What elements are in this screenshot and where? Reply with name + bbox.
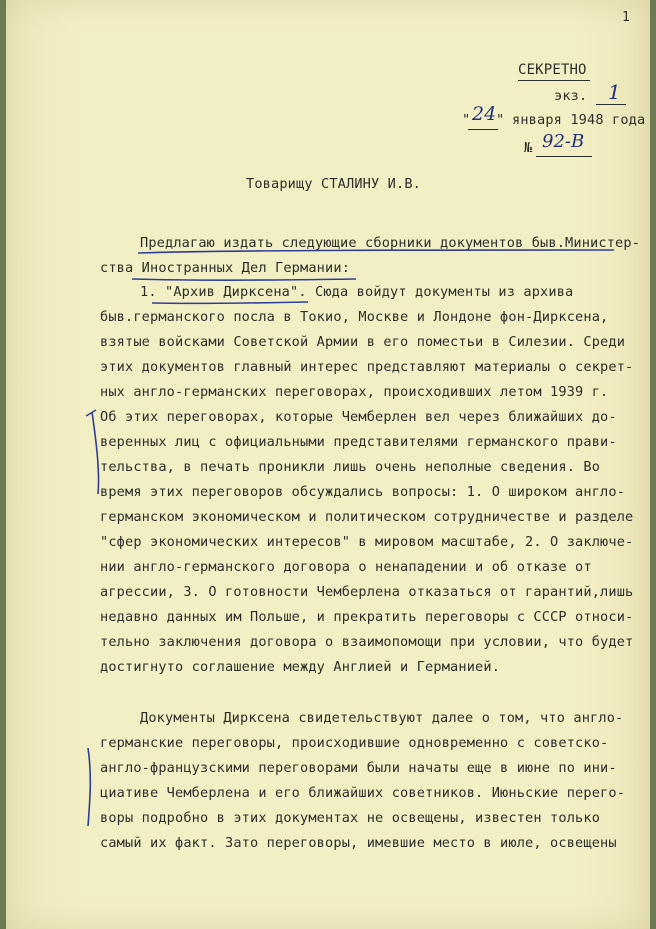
body-line-22: циативе Чемберлена и его ближайших советников. Июньские перего-: [100, 785, 626, 801]
pen-margin-line-1: [92, 412, 99, 494]
body-line-2: ства Иностранных Дел Германии:: [100, 260, 351, 276]
pen-underline-ministry: [138, 250, 614, 253]
page-number: 1: [622, 10, 630, 25]
body-line-23: воры подробно в этих документах не освещены, известен только: [100, 810, 601, 826]
body-line-14: нии англо-германского договора о ненападении и об отказе от: [100, 559, 592, 575]
document-page: [6, 0, 650, 929]
body-line-5: взятые войсками Советской Армии в его поместьи в Силезии. Среди: [100, 334, 626, 350]
body-line-18: достигнуто соглашение между Англией и Германией.: [100, 659, 501, 675]
document-number-handwritten: 92-В: [542, 131, 585, 152]
body-line-13: "сфер экономических интересов" в мировом масштабе, 2. О заключе-: [100, 534, 634, 550]
copy-label: экз.: [554, 88, 588, 104]
pen-underline-germany: [132, 279, 356, 280]
body-line-16: недавно данных им Польше, и прекратить переговоры с СССР относи-: [100, 609, 634, 625]
body-line-12: германском экономическом и политическом сотрудничестве и разделе: [100, 509, 634, 525]
body-line-11: время этих переговоров обсуждались вопросы: 1. О широком англо-: [100, 484, 626, 500]
classification-stamp: СЕКРЕТНО: [518, 62, 587, 78]
body-line-15: агрессии, 3. О готовности Чемберлена отказаться от гарантий,лишь: [100, 584, 634, 600]
number-label: №: [524, 140, 533, 156]
pen-annotations: [6, 0, 650, 929]
pen-margin-tick-1: [86, 410, 96, 416]
body-line-19: Документы Дирксена свидетельствуют далее о том, что англо-: [140, 710, 624, 726]
body-line-8: Об этих переговорах, которые Чемберлен вел через ближайших до-: [100, 409, 617, 425]
pen-margin-line-2: [88, 748, 90, 826]
body-line-21: англо-французскими переговорами были начаты еще в июне по ини-: [100, 760, 617, 776]
body-line-24: самый их факт. Зато переговоры, имевшие место в июле, освещены: [100, 835, 617, 851]
body-line-10: тельства, в печать проникли лишь очень неполные сведения. Во: [100, 459, 601, 475]
addressee: Товарищу СТАЛИНУ И.В.: [246, 176, 422, 192]
body-line-6: этих документов главный интерес представляют материалы о секрет-: [100, 359, 634, 375]
body-line-7: ных англо-германских переговорах, происходивших летом 1939 г.: [100, 384, 609, 400]
body-line-9: веренных лиц с официальными представителями германского прави-: [100, 434, 617, 450]
body-line-1: Предлагаю издать следующие сборники документов быв.Министер-: [140, 235, 641, 251]
date-day-handwritten: 24: [472, 103, 497, 125]
date-close-quote: ": [496, 112, 505, 128]
date-text: января 1948 года: [512, 112, 646, 128]
copy-number-handwritten: 1: [608, 80, 621, 104]
pen-underline-dirksen-archive: [152, 302, 308, 303]
date-open-quote: ": [462, 112, 471, 128]
body-line-17: тельно заключения договора о взаимопомощи при условии, что будет: [100, 634, 634, 650]
body-line-3: 1. "Архив Дирксена". Сюда войдут документы из архива: [140, 284, 574, 300]
body-line-20: германские переговоры, происходившие одновременно с советско-: [100, 735, 609, 751]
body-line-4: быв.германского посла в Токио, Москве и Лондоне фон-Дирксена,: [100, 309, 609, 325]
